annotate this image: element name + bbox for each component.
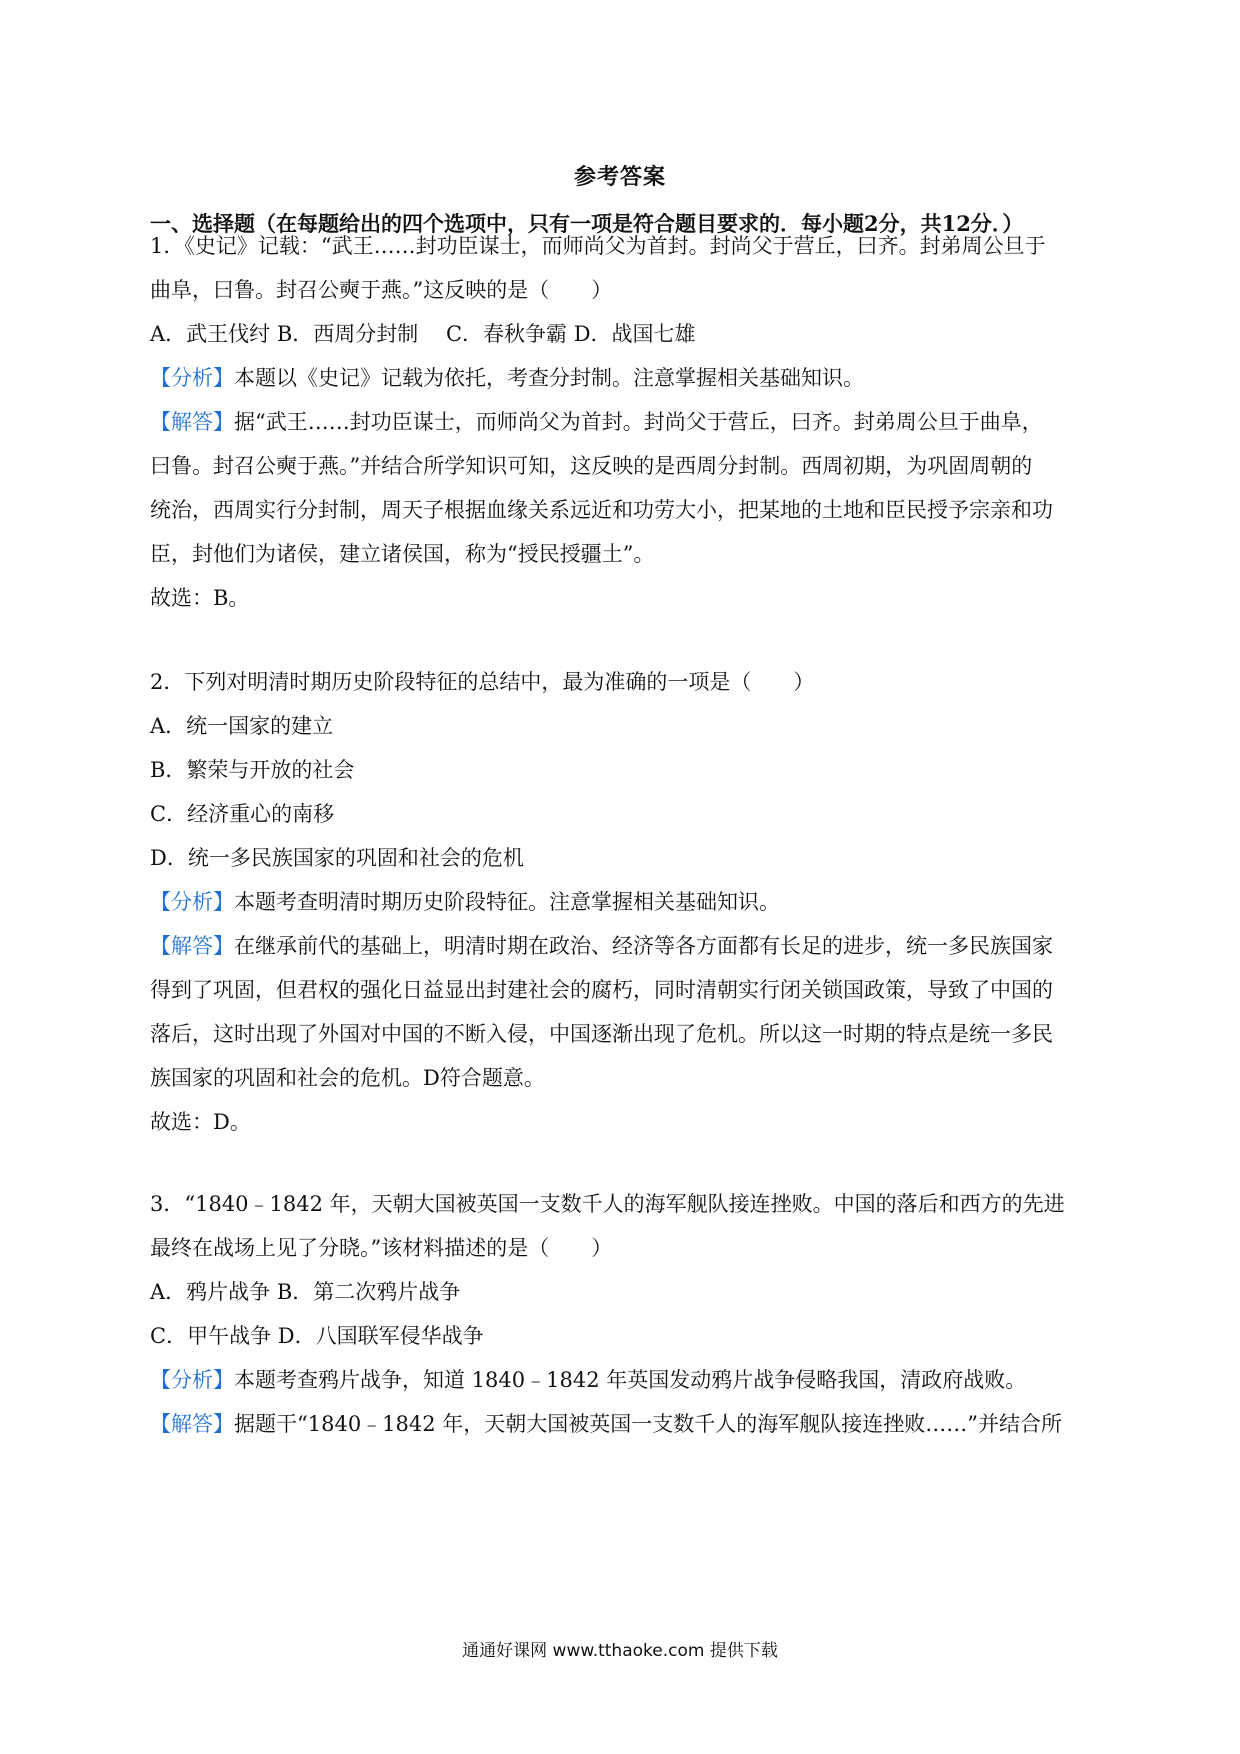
- q2-option-b: B．繁荣与开放的社会: [150, 758, 355, 782]
- q2-option-a: A．统一国家的建立: [150, 714, 334, 738]
- q1-answer-text-line1: 据“武王……封功臣谋士，而师尚父为首封。封尚父于营丘，曰齐。封弟周公旦于曲阜，: [234, 410, 1043, 434]
- q3-answer-text-line1: 据题干“1840﹣1842 年，天朝大国被英国一支数千人的海军舰队接连挫败……”并结合所: [234, 1412, 1063, 1436]
- q2-stem: 2．下列对明清时期历史阶段特征的总结中，最为准确的一项是（ ）: [150, 670, 815, 694]
- q3-options-line2: C．甲午战争 D．八国联军侵华战争: [150, 1324, 484, 1348]
- q3-analysis-text: 本题考查鸦片战争，知道 1840﹣1842 年英国发动鸦片战争侵略我国，清政府战败。: [234, 1368, 1027, 1392]
- q1-analysis-tag: 【分析】: [150, 366, 234, 390]
- q2-analysis-tag: 【分析】: [150, 890, 234, 914]
- q3-analysis-tag: 【分析】: [150, 1368, 234, 1392]
- section-heading: 一、选择题（在每题给出的四个选项中，只有一项是符合题目要求的．每小题2分，共12分．）: [150, 211, 1024, 236]
- q2-answer-line3: 落后，这时出现了外国对中国的不断入侵，中国逐渐出现了危机。所以这一时期的特点是统一多民: [150, 1022, 1053, 1046]
- q2-analysis: [150, 888, 1110, 916]
- q1-answer-line1: [150, 408, 1110, 436]
- q2-option-c: C．经济重心的南移: [150, 802, 335, 826]
- q3-answer-line1: [150, 1410, 1110, 1438]
- q2-answer-line2: 得到了巩固，但君权的强化日益显出封建社会的腐朽，同时清朝实行闭关锁国政策，导致了中国的: [150, 978, 1053, 1002]
- q1-answer-tag: 【解答】: [150, 410, 234, 434]
- q1-options: A．武王伐纣 B．西周分封制 C．春秋争霸 D．战国七雄: [150, 322, 696, 346]
- q3-stem-line1: 3．“1840﹣1842 年，天朝大国被英国一支数千人的海军舰队接连挫败。中国的落后和西方的先进: [150, 1192, 1065, 1216]
- q3-stem-line2: 最终在战场上见了分晓。”该材料描述的是（ ）: [150, 1236, 613, 1260]
- page-footer: 通通好课网 www.tthaoke.com 提供下载: [462, 1641, 778, 1661]
- q1-stem-line1: 1．《史记》记载：“武王……封功臣谋士，而师尚父为首封。封尚父于营丘，曰齐。封弟周公旦于: [150, 234, 1046, 258]
- q2-analysis-text: 本题考查明清时期历史阶段特征。注意掌握相关基础知识。: [234, 890, 780, 914]
- q3-analysis: [150, 1366, 1110, 1394]
- q3-options-line1: A．鸦片战争 B．第二次鸦片战争: [150, 1280, 461, 1304]
- q1-answer-line3: 统治，西周实行分封制，周天子根据血缘关系远近和功劳大小，把某地的土地和臣民授予宗亲和功: [150, 498, 1053, 522]
- q2-answer-tag: 【解答】: [150, 934, 234, 958]
- q2-option-d: D．统一多民族国家的巩固和社会的危机: [150, 846, 524, 870]
- q2-answer-line4: 族国家的巩固和社会的危机。D符合题意。: [150, 1066, 545, 1090]
- q2-choice: 故选：D。: [150, 1110, 251, 1134]
- page-title: 参考答案: [573, 164, 666, 190]
- q3-answer-tag: 【解答】: [150, 1412, 234, 1436]
- q1-stem-line2: 曲阜，曰鲁。封召公奭于燕。”这反映的是（ ）: [150, 278, 613, 302]
- q1-answer-line4: 臣，封他们为诸侯，建立诸侯国，称为“授民授疆土”。: [150, 542, 655, 566]
- q1-answer-line2: 曰鲁。封召公奭于燕。”并结合所学知识可知，这反映的是西周分封制。西周初期，为巩固周朝的: [150, 454, 1033, 478]
- q1-choice: 故选：B。: [150, 586, 250, 610]
- q2-answer-text-line1: 在继承前代的基础上，明清时期在政治、经济等各方面都有长足的进步，统一多民族国家: [234, 934, 1053, 958]
- q1-analysis: [150, 364, 1110, 392]
- q2-answer-line1: [150, 932, 1110, 960]
- q1-analysis-text: 本题以《史记》记载为依托，考查分封制。注意掌握相关基础知识。: [234, 366, 864, 390]
